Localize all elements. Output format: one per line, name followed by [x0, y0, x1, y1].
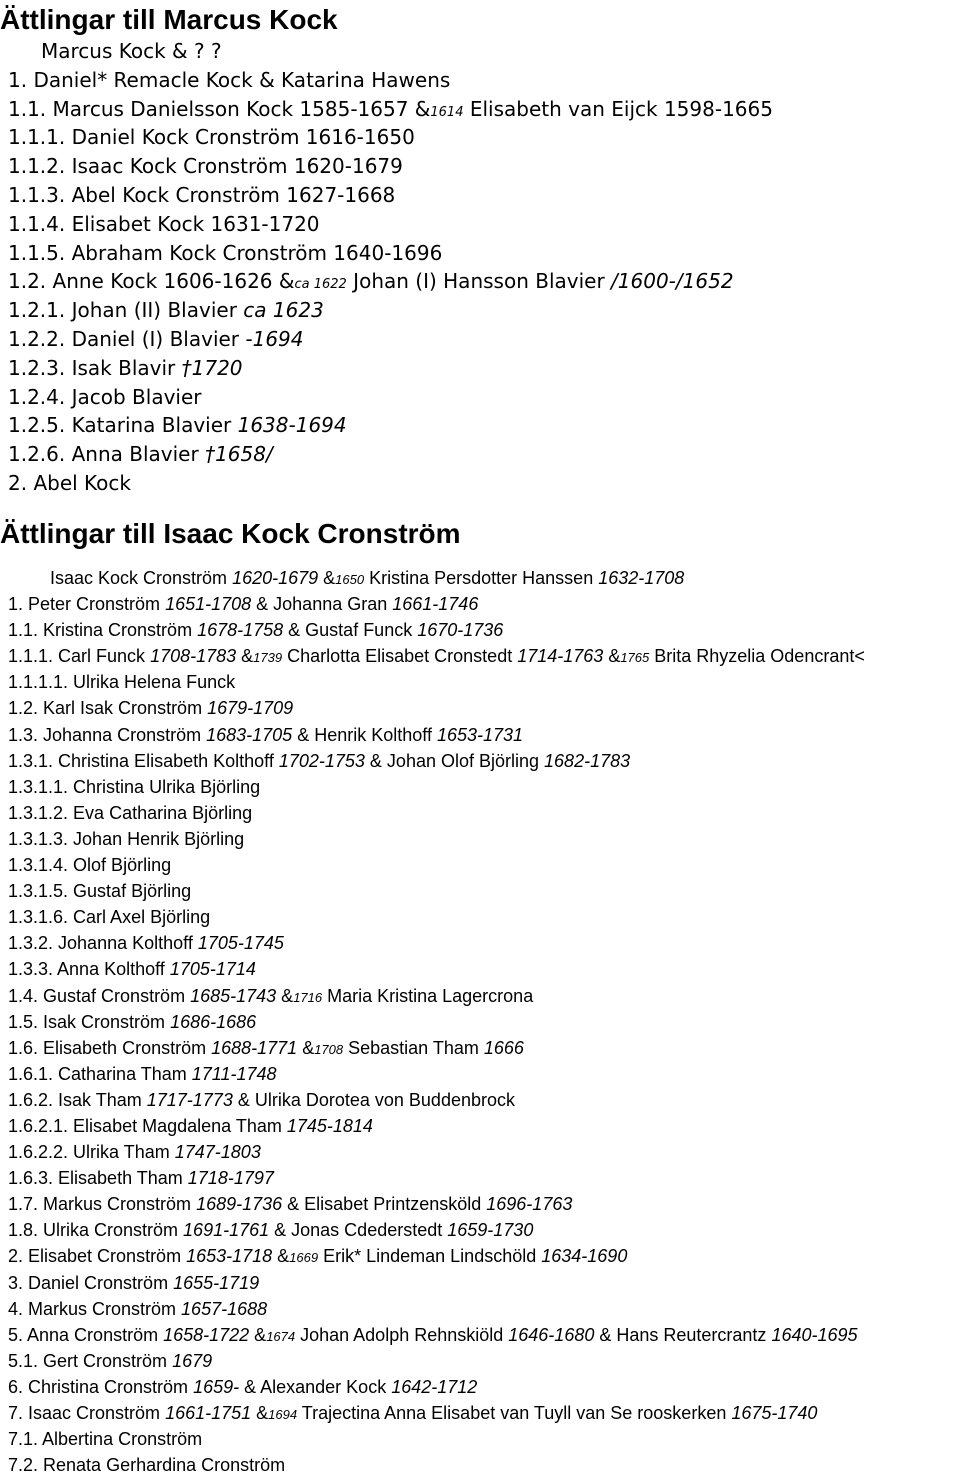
entry-text: 1.6.1. Catharina Tham — [8, 1063, 192, 1084]
entry-text: 1.2.2. Daniel (I) Blavier — [8, 326, 246, 351]
genealogy-entry — [0, 296, 960, 325]
entry-text: Elisabeth van Eijck 1598-1665 — [463, 96, 773, 121]
entry-text: Johan Adolph Rehnskiöld — [295, 1324, 509, 1345]
marriage-year: 1614 — [430, 104, 464, 120]
life-dates: 1646-1680 — [508, 1324, 595, 1345]
marriage-year: 1739 — [253, 650, 283, 666]
entry-text: & — [236, 646, 254, 667]
genealogy-entry — [0, 1296, 960, 1322]
entry-text: 1.6.3. Elisabeth Tham — [8, 1168, 188, 1189]
genealogy-entry — [0, 1322, 960, 1348]
entry-text: Marcus Kock & ? ? — [41, 39, 222, 63]
descendants-list-marcus-kock — [0, 37, 960, 498]
entry-text: 1.1. Marcus Danielsson Kock 1585-1657 & — [8, 96, 431, 121]
genealogy-entry — [0, 383, 960, 412]
entry-text: Isaac Kock Cronström — [50, 568, 233, 588]
genealogy-entry — [0, 37, 960, 66]
genealogy-entry — [0, 983, 960, 1009]
life-dates: 1640-1695 — [771, 1324, 858, 1345]
marriage-year: 1669 — [289, 1250, 319, 1266]
genealogy-entry — [0, 1374, 960, 1400]
genealogy-entry — [0, 1035, 960, 1061]
genealogy-entry — [0, 1426, 960, 1452]
entry-text: 1.3.1.6. Carl Axel Björling — [8, 907, 211, 928]
life-dates: 1666 — [483, 1037, 524, 1058]
life-dates: 1634-1690 — [541, 1246, 628, 1267]
life-dates: 1708-1783 — [150, 646, 237, 667]
life-dates: 1747-1803 — [174, 1142, 261, 1163]
life-dates: -1694 — [245, 326, 304, 351]
genealogy-entry — [0, 1139, 960, 1165]
marriage-year: 1765 — [620, 650, 650, 666]
entry-text: 1.1.3. Abel Kock Cronström 1627-1668 — [8, 182, 396, 207]
genealogy-entry — [0, 930, 960, 956]
entry-text: 1.6.2.2. Ulrika Tham — [8, 1142, 175, 1163]
entry-text: & — [276, 985, 294, 1006]
genealogy-entry — [0, 748, 960, 774]
genealogy-entry — [0, 1400, 960, 1426]
life-dates: 1653-1718 — [186, 1246, 273, 1267]
entry-text: 4. Markus Cronström — [8, 1298, 182, 1319]
life-dates: 1691-1761 — [183, 1220, 270, 1241]
entry-text: 7.1. Albertina Cronström — [8, 1429, 203, 1450]
genealogy-entry — [0, 722, 960, 748]
entry-text: Brita Rhyzelia Odencrant< — [649, 646, 865, 667]
entry-text: & — [603, 646, 621, 667]
entry-text: 1.1. Kristina Cronström — [8, 620, 198, 641]
entry-text: 1.1.5. Abraham Kock Cronström 1640-1696 — [8, 240, 443, 265]
entry-text: Maria Kristina Lagercrona — [322, 985, 534, 1006]
genealogy-entry — [0, 1243, 960, 1269]
life-dates: 1632-1708 — [598, 568, 685, 588]
entry-text: Sebastian Tham — [343, 1037, 484, 1058]
life-dates: 1688-1771 — [211, 1037, 298, 1058]
genealogy-entry — [0, 1270, 960, 1296]
entry-text: 2. Elisabet Cronström — [8, 1246, 187, 1267]
entry-text: 3. Daniel Cronström — [8, 1272, 174, 1293]
life-dates: 1714-1763 — [517, 646, 604, 667]
entry-text: & — [272, 1246, 290, 1267]
marriage-year: ca 1622 — [294, 277, 347, 293]
genealogy-entry — [0, 1165, 960, 1191]
entry-text: 1.1.1.1. Ulrika Helena Funck — [8, 672, 236, 693]
genealogy-entry — [0, 956, 960, 982]
marriage-year: 1694 — [268, 1407, 298, 1422]
genealogy-entry — [0, 1348, 960, 1374]
genealogy-entry — [0, 1087, 960, 1113]
entry-text: Johan (I) Hansson Blavier — [346, 269, 612, 294]
genealogy-entry — [0, 904, 960, 930]
entry-text: 1.1.4. Elisabet Kock 1631-1720 — [8, 211, 320, 236]
entry-text: 1.4. Gustaf Cronström — [8, 985, 191, 1006]
entry-text: 1. Peter Cronström — [8, 594, 166, 615]
genealogy-entry — [0, 800, 960, 826]
entry-text: 1.2.5. Katarina Blavier — [8, 413, 238, 438]
entry-text: 1.2. Anne Kock 1606-1626 & — [8, 269, 295, 294]
entry-text: 1.1.2. Isaac Kock Cronström 1620-1679 — [8, 154, 403, 179]
entry-text: 6. Christina Cronström — [8, 1376, 194, 1397]
entry-text: 2. Abel Kock — [8, 470, 131, 495]
entry-text: 1.3.1.1. Christina Ulrika Björling — [8, 776, 261, 797]
genealogy-entry — [0, 1113, 960, 1139]
life-dates: 1638-1694 — [237, 413, 347, 438]
life-dates: 1718-1797 — [187, 1168, 274, 1189]
entry-text: 1.7. Markus Cronström — [8, 1194, 197, 1215]
genealogy-entry — [0, 1452, 960, 1478]
entry-text: 1.3. Johanna Cronström — [8, 724, 207, 745]
genealogy-entry — [0, 565, 960, 591]
entry-text: & — [297, 1037, 315, 1058]
life-dates: 1657-1688 — [181, 1298, 268, 1319]
life-dates: 1670-1736 — [417, 620, 504, 641]
genealogy-entry — [0, 1217, 960, 1243]
descendants-list-isaac-kock-cronstrom — [0, 565, 960, 1478]
entry-text: & — [249, 1324, 267, 1345]
marriage-year: 1674 — [266, 1328, 296, 1344]
genealogy-entry — [0, 695, 960, 721]
life-dates: 1661-1751 — [165, 1403, 252, 1423]
entry-text: Kristina Persdotter Hanssen — [364, 568, 599, 588]
genealogy-entry — [0, 267, 960, 296]
genealogy-entry — [0, 826, 960, 852]
entry-text: & — [251, 1403, 269, 1423]
life-dates: 1682-1783 — [544, 750, 631, 771]
entry-text: 1.6.2. Isak Tham — [8, 1089, 147, 1110]
entry-text: Trajectina Anna Elisabet van Tuyll van Se rooskerken — [297, 1403, 732, 1423]
life-dates: 1678-1758 — [197, 620, 284, 641]
entry-text: 1.2.1. Johan (II) Blavier — [8, 298, 244, 323]
entry-text: & Hans Reutercrantz — [594, 1324, 772, 1345]
entry-text: & Henrik Kolthoff — [292, 724, 437, 745]
entry-text: 1.2.4. Jacob Blavier — [8, 384, 202, 409]
entry-text: & Elisabet Printzensköld — [282, 1194, 487, 1215]
entry-text: 1.3.2. Johanna Kolthoff — [8, 933, 198, 954]
life-dates: 1661-1746 — [392, 594, 479, 615]
life-dates: 1659-1730 — [447, 1220, 534, 1241]
marriage-year: 1708 — [314, 1041, 344, 1057]
life-dates: 1679-1709 — [207, 698, 294, 719]
entry-text: & Johanna Gran — [251, 594, 393, 615]
entry-text: 1.3.1.3. Johan Henrik Björling — [8, 828, 245, 849]
life-dates: 1685-1743 — [190, 985, 277, 1006]
genealogy-entry — [0, 1191, 960, 1217]
entry-text: & Jonas Cdederstedt — [269, 1220, 448, 1241]
genealogy-entry — [0, 210, 960, 239]
entry-text: 1.6.2.1. Elisabet Magdalena Tham — [8, 1115, 287, 1136]
genealogy-entry — [0, 1009, 960, 1035]
life-dates: 1675-1740 — [731, 1403, 818, 1423]
life-dates: 1642-1712 — [391, 1376, 478, 1397]
genealogy-entry — [0, 181, 960, 210]
entry-text: 7. Isaac Cronström — [8, 1403, 166, 1423]
entry-text: & Alexander Kock — [239, 1376, 392, 1397]
genealogy-entry — [0, 643, 960, 669]
entry-text: 1.1.1. Daniel Kock Cronström 1616-1650 — [8, 125, 415, 150]
genealogy-entry — [0, 878, 960, 904]
life-dates: 1679 — [172, 1350, 213, 1371]
life-dates: /1600-/1652 — [611, 269, 734, 294]
entry-text: 1.3.1.4. Olof Björling — [8, 855, 172, 876]
genealogy-entry — [0, 152, 960, 181]
entry-text: Charlotta Elisabet Cronstedt — [282, 646, 518, 667]
entry-text: 1. Daniel* Remacle Kock & Katarina Hawens — [8, 67, 451, 92]
genealogy-entry — [0, 1061, 960, 1087]
life-dates: †1658/ — [205, 442, 273, 467]
life-dates: 1717-1773 — [146, 1089, 233, 1110]
genealogy-entry — [0, 669, 960, 695]
genealogy-entry — [0, 95, 960, 124]
entry-text: & Ulrika Dorotea von Buddenbrock — [232, 1089, 515, 1110]
genealogy-entry — [0, 66, 960, 95]
genealogy-entry — [0, 617, 960, 643]
entry-text: 1.2. Karl Isak Cronström — [8, 698, 208, 719]
life-dates: 1653-1731 — [436, 724, 524, 745]
life-dates: 1620-1679 — [232, 568, 319, 588]
life-dates: 1745-1814 — [286, 1115, 373, 1136]
life-dates: 1686-1686 — [170, 1011, 257, 1032]
entry-text: 1.3.1.5. Gustaf Björling — [8, 881, 192, 902]
heading-isaac-kock-cronstrom: Ättlingar till Isaac Kock Cronström — [0, 518, 461, 549]
heading-marcus-kock: Ättlingar till Marcus Kock — [0, 4, 338, 35]
entry-text: 1.8. Ulrika Cronström — [8, 1220, 184, 1241]
entry-text: 1.5. Isak Cronström — [8, 1011, 171, 1032]
entry-text: 7.2. Renata Gerhardina Cronström — [8, 1455, 286, 1476]
entry-text: 1.2.3. Isak Blavir — [8, 355, 182, 380]
genealogy-entry — [0, 325, 960, 354]
life-dates: 1689-1736 — [196, 1194, 283, 1215]
life-dates: 1711-1748 — [191, 1063, 277, 1084]
life-dates: 1655-1719 — [173, 1272, 260, 1293]
genealogy-entry — [0, 239, 960, 268]
life-dates: ca 1623 — [243, 298, 324, 323]
entry-text: & — [318, 568, 336, 588]
life-dates: 1696-1763 — [486, 1194, 573, 1215]
genealogy-entry — [0, 354, 960, 383]
entry-text: & Gustaf Funck — [283, 620, 418, 641]
life-dates: 1702-1753 — [278, 750, 365, 771]
genealogy-entry — [0, 852, 960, 878]
life-dates: 1658-1722 — [163, 1324, 250, 1345]
life-dates: 1683-1705 — [206, 724, 293, 745]
genealogy-entry — [0, 411, 960, 440]
entry-text: 1.6. Elisabeth Cronström — [8, 1037, 212, 1058]
entry-text: 1.1.1. Carl Funck — [8, 646, 151, 667]
life-dates: 1705-1714 — [169, 959, 256, 980]
entry-text: & Johan Olof Björling — [364, 750, 545, 771]
marriage-year: 1716 — [293, 989, 323, 1005]
genealogy-entry — [0, 123, 960, 152]
entry-text: 1.3.1.2. Eva Catharina Björling — [8, 802, 253, 823]
life-dates: †1720 — [181, 355, 243, 380]
entry-text: 1.2.6. Anna Blavier — [8, 442, 206, 467]
life-dates: 1705-1745 — [197, 933, 284, 954]
genealogy-entry — [0, 774, 960, 800]
entry-text: Erik* Lindeman Lindschöld — [318, 1246, 542, 1267]
genealogy-entry — [0, 469, 960, 498]
genealogy-entry — [0, 591, 960, 617]
life-dates: 1659- — [193, 1376, 240, 1397]
entry-text: 1.3.1. Christina Elisabeth Kolthoff — [8, 750, 279, 771]
marriage-year: 1650 — [335, 572, 365, 587]
entry-text: 1.3.3. Anna Kolthoff — [8, 959, 170, 980]
genealogy-entry — [0, 440, 960, 469]
entry-text: 5. Anna Cronström — [8, 1324, 164, 1345]
entry-text: 5.1. Gert Cronström — [8, 1350, 173, 1371]
life-dates: 1651-1708 — [165, 594, 252, 615]
